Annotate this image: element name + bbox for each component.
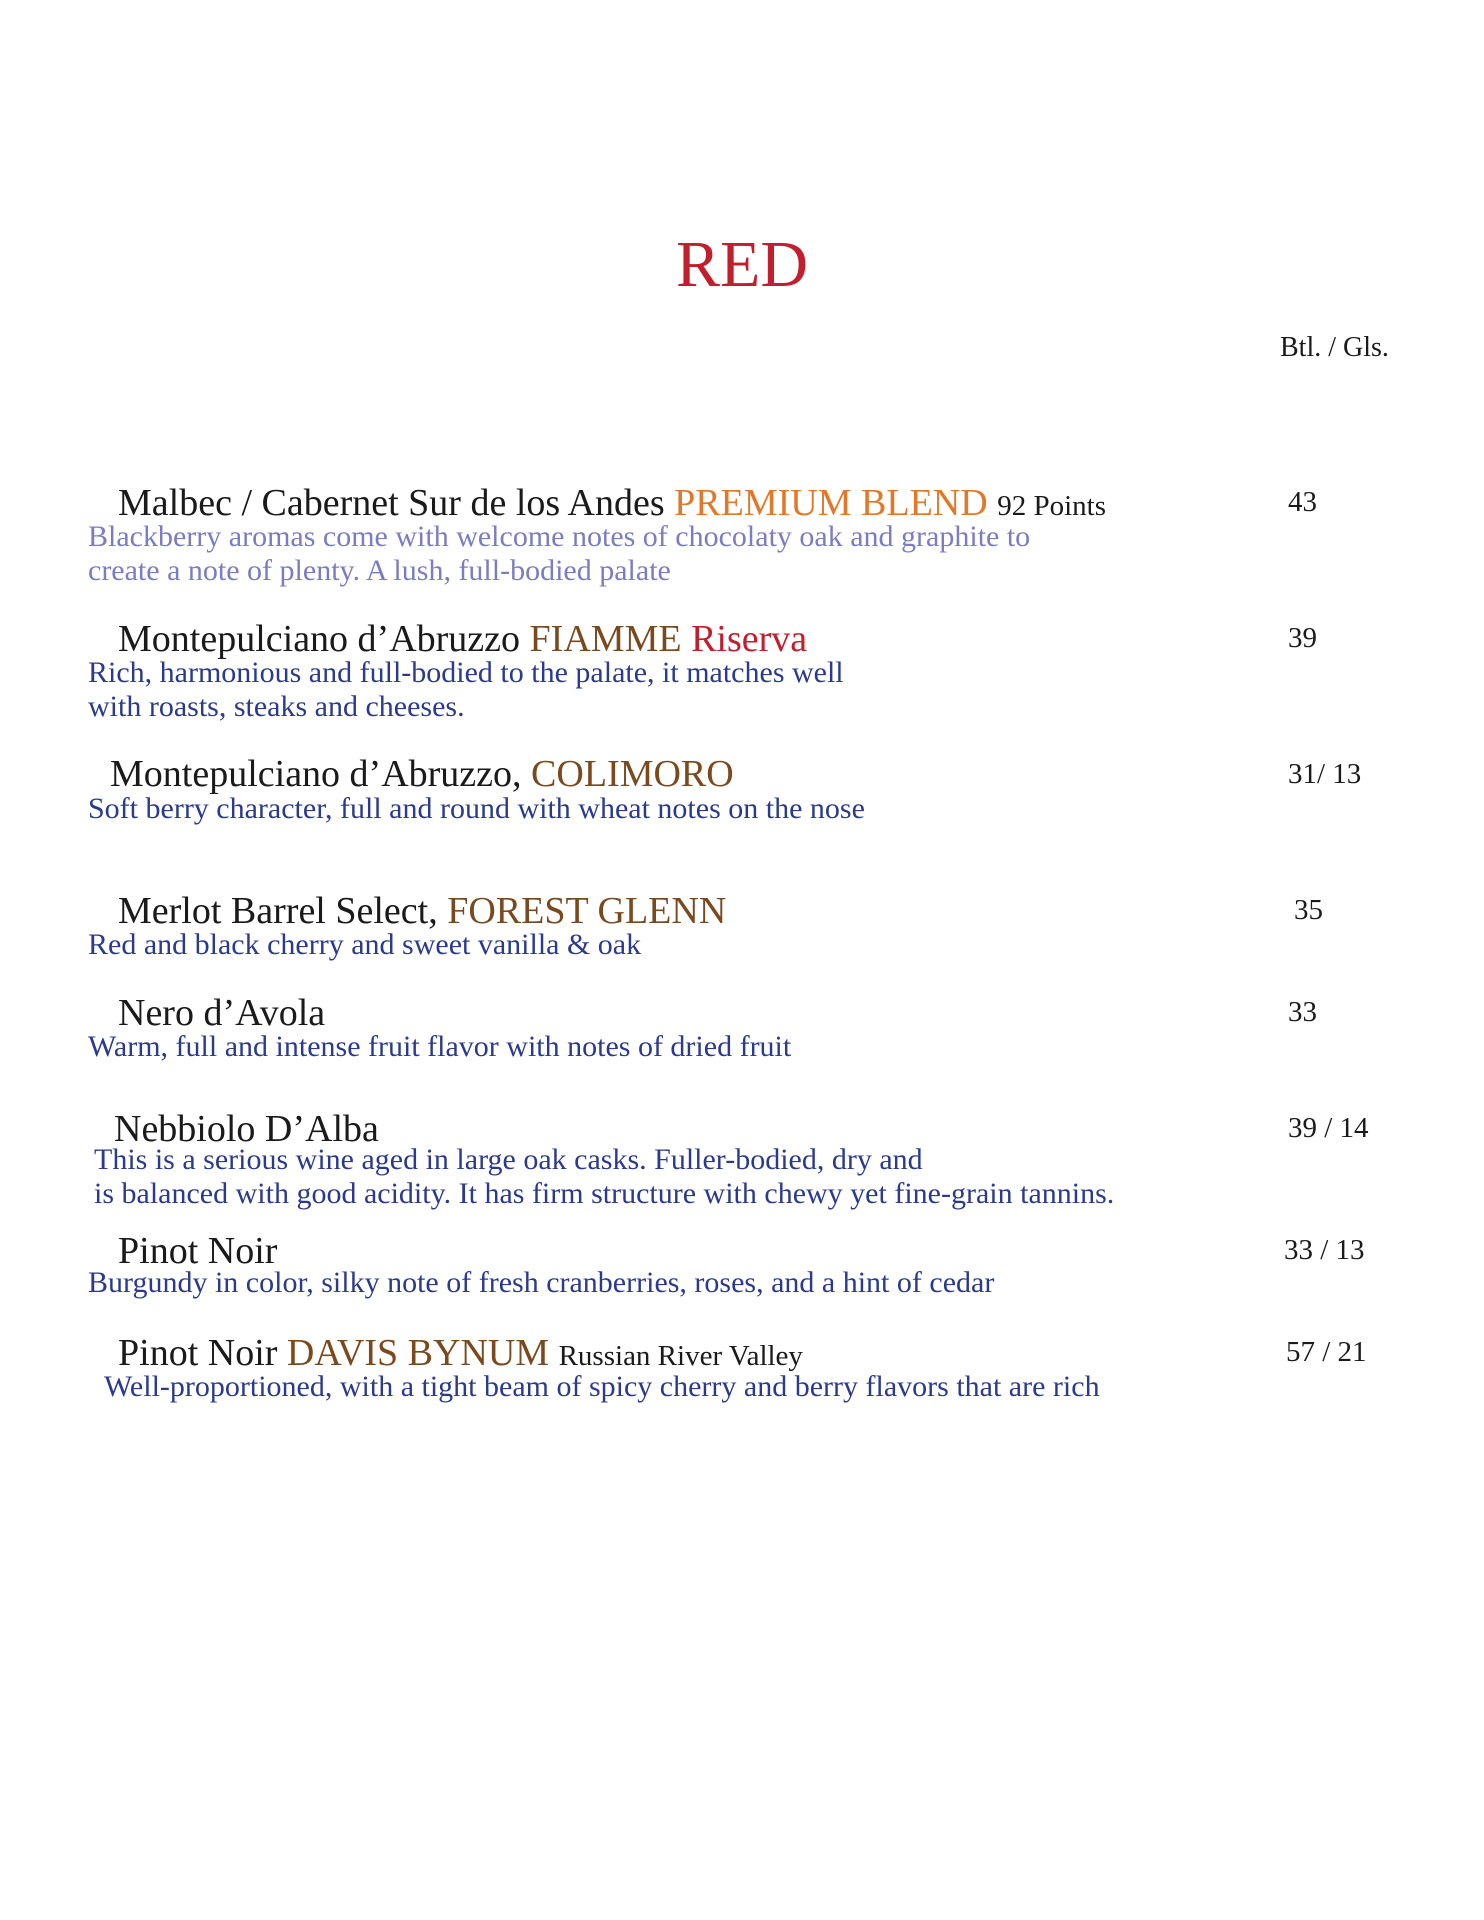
wine-name-line: [118, 1232, 277, 1270]
wine-name-line: [118, 620, 807, 658]
wine-name-line: [118, 892, 726, 930]
wine-name: Montepulciano d’Abruzzo: [118, 618, 521, 660]
description-line: Warm, full and intense fruit flavor with notes of dried fruit: [88, 1030, 792, 1063]
description-line: This is a serious wine aged in large oak casks. Fuller-bodied, dry and: [94, 1143, 923, 1176]
wine-price: 43: [1288, 486, 1317, 518]
wine-rating: 92 Points: [997, 490, 1106, 522]
wine-producer: PREMIUM BLEND: [674, 482, 988, 524]
wine-description: [88, 1030, 791, 1064]
wine-designation: Riserva: [691, 618, 808, 660]
wine-description: [104, 1370, 1100, 1404]
wine-price: 39: [1288, 622, 1317, 654]
wine-producer: FIAMME: [529, 618, 682, 660]
wine-description: [88, 792, 865, 826]
wine-name: Nero d’Avola: [118, 992, 326, 1034]
wine-name-line: [110, 755, 734, 793]
wine-region: Russian River Valley: [558, 1340, 803, 1372]
wine-producer: DAVIS BYNUM: [286, 1332, 550, 1374]
wine-price: 33: [1288, 996, 1317, 1028]
description-line: Burgundy in color, silky note of fresh cranberries, roses, and a hint of cedar: [88, 1266, 995, 1299]
wine-price: 57 / 21: [1286, 1336, 1367, 1368]
section-title: RED: [676, 228, 808, 301]
description-line: create a note of plenty. A lush, full-bodied palate: [88, 554, 671, 587]
description-line: with roasts, steaks and cheeses.: [88, 690, 465, 723]
wine-description: [88, 656, 844, 724]
wine-producer: COLIMORO: [531, 753, 734, 795]
description-line: Well-proportioned, with a tight beam of spicy cherry and berry flavors that are rich: [104, 1370, 1100, 1403]
price-header: Btl. / Gls.: [1280, 332, 1389, 363]
wine-name: Nebbiolo D’Alba: [114, 1108, 379, 1150]
wine-name: Pinot Noir: [118, 1332, 278, 1374]
wine-name-line: [118, 1334, 803, 1372]
wine-name: Merlot Barrel Select,: [118, 890, 438, 932]
wine-name-line: [118, 994, 325, 1032]
description-line: is balanced with good acidity. It has firm structure with chewy yet fine-grain tannins.: [94, 1177, 1115, 1210]
wine-price: 31/ 13: [1288, 758, 1362, 790]
wine-name: Montepulciano d’Abruzzo,: [110, 753, 522, 795]
wine-price: 35: [1294, 894, 1323, 926]
wine-price: 39 / 14: [1288, 1112, 1369, 1144]
wine-producer: FOREST GLENN: [447, 890, 727, 932]
description-line: Soft berry character, full and round with wheat notes on the nose: [88, 792, 865, 825]
wine-description: [88, 928, 641, 962]
wine-description: [88, 520, 1030, 588]
wine-name: Malbec / Cabernet Sur de los Andes: [118, 482, 665, 524]
description-line: Red and black cherry and sweet vanilla & oak: [88, 928, 642, 961]
wine-description: [94, 1143, 1114, 1211]
wine-name-line: [118, 484, 1106, 522]
description-line: Blackberry aromas come with welcome notes of chocolaty oak and graphite to: [88, 520, 1031, 553]
wine-price: 33 / 13: [1284, 1234, 1365, 1266]
description-line: Rich, harmonious and full-bodied to the palate, it matches well: [88, 656, 844, 689]
wine-description: [88, 1266, 994, 1300]
wine-name: Pinot Noir: [118, 1230, 278, 1272]
